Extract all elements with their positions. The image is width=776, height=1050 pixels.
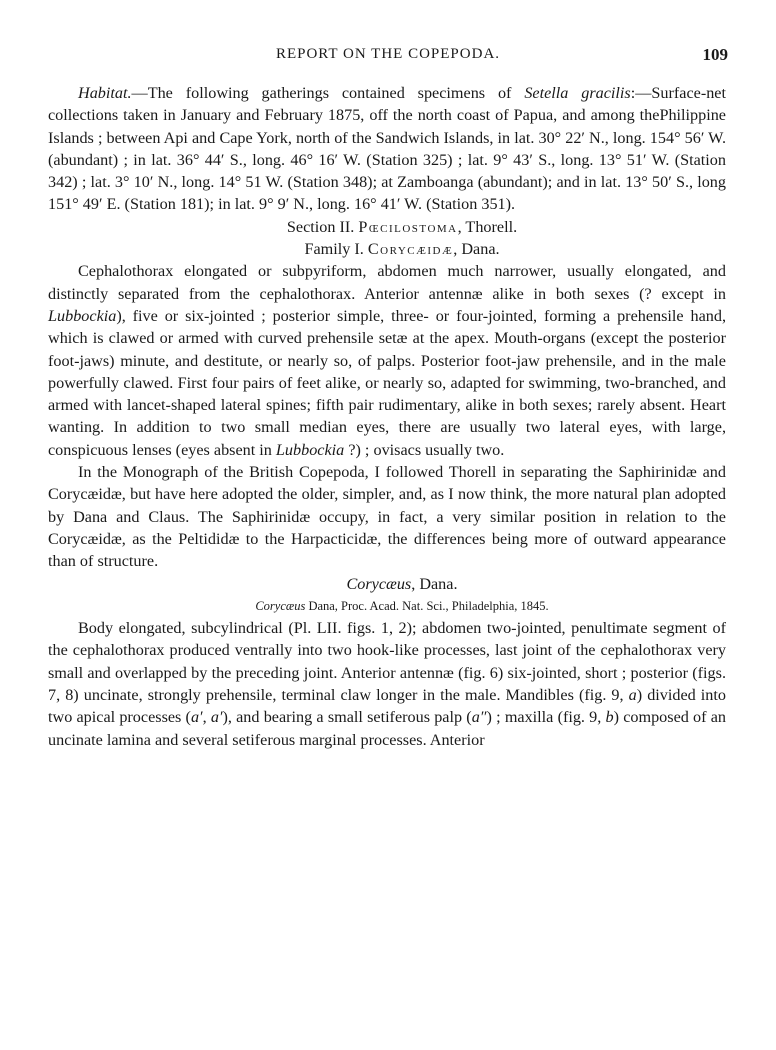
monograph-paragraph: In the Monograph of the British Copepoda, I followed Thorell in separating the Saphirinidæ and Corycæidæ, but have here adopted the older, simpler, and, as I now think, the more natural plan adopted by Dana and Claus. The Saphirinidæ occupy, in fact, a very similar position in relation to the Corycæidæ, as the Peltididæ to the Harpacticidæ, the differences being more of outward appearance than of structure. — [48, 463, 726, 571]
family-prefix: Family I. — [304, 240, 364, 259]
genus-desc-fig-a1: a′ — [190, 708, 203, 727]
genus-name: Corycæus — [346, 574, 412, 593]
description-genus-2: Lubbockia — [275, 440, 345, 459]
family-name: Corycæidæ — [367, 240, 454, 259]
section-prefix: Section II. — [286, 217, 355, 236]
genus-desc-text-2: ) divided into two apical processes ( — [48, 686, 726, 727]
family-authority: , Dana. — [453, 240, 500, 259]
description-text-3: ?) ; ovisacs usually two. — [344, 440, 505, 459]
genus-desc-fig-b: b — [605, 708, 614, 727]
genus-heading — [48, 573, 726, 595]
description-genus-1: Lubbockia — [48, 306, 117, 325]
family-description-paragraph — [48, 260, 726, 461]
page-body — [48, 82, 726, 751]
habitat-text-2: :—Surface-net collections taken in January and February 1875, off the north coast of Papua, and among thePhilippine Islands ; between Api and Cape York, north of the Sandwich Islands, in lat. 30° 22′ N., long. 154° 56′ W. (abundant) ; in lat. 36° 44′ S., long. 46° 16′ W. (Station 325) ; lat. 9° 43′ S., long. 13° 51′ W. (Station 342) ; lat. 3° 10′ N., long. 14° 51 W. (Station 348); at Zamboanga (abundant); and in lat. 13° 50′ S., long 151° 49′ E. (Station 181); in lat. 9° 9′ N., long. 16° 41′ W. (Station 351). — [48, 84, 726, 214]
description-text-2: ), five or six-jointed ; posterior simple, three- or four-jointed, forming a prehensile hand, which is clawed or armed with curved prehensile setæ at the apex. Mouth-organs (except the posterior foot-jaws) minute, and destitute, or nearly so, of palps. Posterior foot-jaw prehensile, and in the male powerfully clawed. First four pairs of feet alike, or nearly so, adapted for swimming, two-branched, and armed with lancet-shaped lateral spines; fifth pair rudimentary, alike in both sexes; rarely absent. Heart wanting. In addition to two small median eyes, there are usually two lateral eyes, with large, conspicuous lenses (eyes absent in — [48, 306, 726, 459]
genus-desc-fig-a2: a′ — [210, 708, 223, 727]
section-heading — [48, 216, 726, 238]
citation-text: Dana, Proc. Acad. Nat. Sci., Philadelphia, 1845. — [305, 598, 549, 613]
genus-desc-text-1: Body elongated, subcylindrical (Pl. LII. figs. 1, 2); abdomen two-jointed, penultimate segment of the cephalothorax produced ventrally into two hook-like processes, last joint of the cephalothorax very small and overlapped by the preceding joint. Anterior antennæ (fig. 6) six-jointed, short ; posterior (figs. 7, 8) uncinate, strongly prehensile, terminal claw longer in the male. Mandibles (fig. 9, — [48, 619, 726, 705]
section-name: Pœcilostoma — [358, 217, 458, 236]
genus-citation — [48, 595, 726, 617]
genus-authority: , Dana. — [411, 574, 458, 593]
genus-description-paragraph — [48, 617, 726, 751]
family-heading — [48, 238, 726, 260]
section-authority: , Thorell. — [457, 217, 518, 236]
genus-desc-fig-a3: a″ — [471, 708, 487, 727]
description-text-1: Cephalothorax elongated or subpyriform, abdomen much narrower, usually elongated, and distinctly separated from the cephalothorax. Anterior antennæ alike in both sexes (? except in — [48, 262, 726, 303]
habitat-label: Habitat. — [78, 84, 132, 102]
citation-genus: Corycæus — [255, 598, 306, 613]
habitat-text-1: —The following gatherings contained specimens of — [131, 84, 525, 102]
running-head — [48, 46, 728, 66]
genus-desc-sep: , — [202, 708, 211, 727]
page-number: 109 — [702, 45, 728, 64]
genus-desc-text-3: ), and bearing a small setiferous palp ( — [222, 708, 472, 727]
running-head-title: REPORT ON THE COPEPODA. — [275, 46, 501, 62]
habitat-paragraph — [48, 82, 726, 216]
genus-desc-text-4: ) ; maxilla (fig. 9, — [486, 708, 606, 727]
habitat-species: Setella gracilis — [524, 84, 631, 102]
genus-desc-fig-a: a — [628, 686, 637, 705]
genus-desc-text-5: ) composed of an uncinate lamina and several setiferous marginal processes. Anterior — [48, 708, 727, 749]
